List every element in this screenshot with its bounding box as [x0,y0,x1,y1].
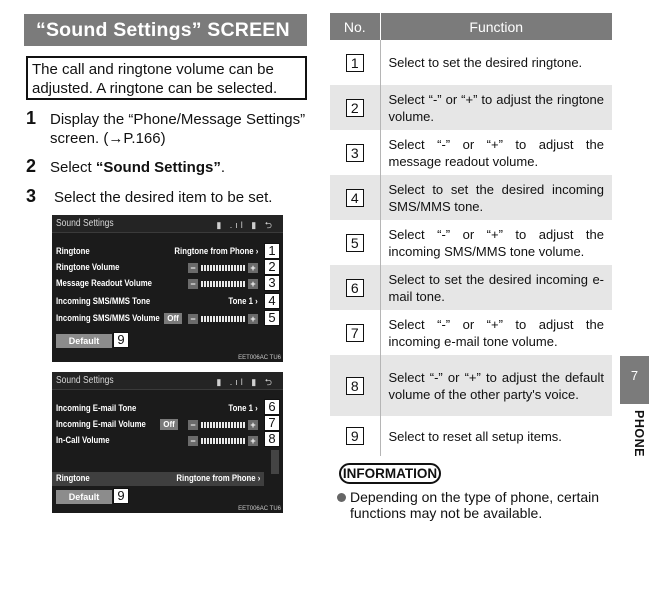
callout-5: 5 [264,310,280,326]
row-function: Select to set the desired incoming e-mail tone. [380,265,612,310]
number-box: 6 [346,279,364,297]
volume-minus-icon[interactable]: − [188,263,198,273]
row-label: Incoming SMS/MMS Tone [56,296,151,307]
default-button[interactable]: Default [56,334,112,348]
volume-minus-icon[interactable]: − [188,279,198,289]
callout-9: 9 [113,488,129,504]
off-button[interactable]: Off [164,313,182,324]
volume-plus-icon[interactable]: + [248,436,258,446]
back-icon[interactable]: ⮌ [264,220,275,230]
message-readout-volume-row [52,277,262,291]
step-text-bold: “Sound Settings” [95,159,221,176]
information-text: Depending on the type of phone, certain functions may not be available. [350,489,600,521]
row-number [330,265,380,310]
volume-slider[interactable] [188,279,258,289]
incoming-sms-volume-row [52,312,262,326]
bullet-icon [337,493,346,502]
information-title: INFORMATION [339,463,441,484]
battery-signal-icon: ▮ .ıl ▮ [216,377,260,387]
table-row [330,40,612,85]
default-button[interactable]: Default [56,490,112,504]
table-row [330,175,612,220]
row-number [330,220,380,265]
ringtone-volume-row [52,261,262,275]
volume-minus-icon[interactable]: − [188,436,198,446]
volume-level-bar [201,281,245,287]
screen-header [52,372,283,390]
volume-level-bar [201,422,245,428]
table-row [330,220,612,265]
volume-level-bar [201,438,245,444]
volume-plus-icon[interactable]: + [248,263,258,273]
row-value: Ringtone from Phone › [176,473,260,484]
incoming-email-volume-row [52,418,262,432]
step-text-pre: Select [50,159,96,176]
number-box: 1 [346,54,364,72]
row-value: Tone 1 › [228,403,258,414]
step-3 [26,186,316,209]
callout-1: 1 [264,243,280,259]
table-row [330,265,612,310]
row-function: Select “-” or “+” to adjust the ringtone volume. [380,85,612,130]
screen-header [52,215,283,233]
row-function: Select to reset all setup items. [380,416,612,456]
table-row [330,85,612,130]
chapter-tab: 7 [620,356,649,404]
row-number [330,130,380,175]
callout-4: 4 [264,293,280,309]
number-box: 4 [346,189,364,207]
row-number [330,355,380,416]
function-table [330,13,612,456]
number-box: 2 [346,99,364,117]
column-header-no: No. [330,13,380,40]
chapter-label: PHONE [632,410,646,457]
step-text: Display the “Phone/Message Settings” screen. (→P.166) [50,111,306,147]
row-label: Incoming E-mail Volume [56,419,146,430]
row-function: Select “-” or “+” to adjust the default volume of the other party's voice. [380,355,612,416]
ringtone-row[interactable] [52,245,262,259]
step-1 [26,108,316,151]
incoming-email-tone-row[interactable] [52,402,262,416]
column-header-function: Function [380,13,612,40]
volume-level-bar [201,316,245,322]
volume-plus-icon[interactable]: + [248,420,258,430]
intro-box: The call and ringtone volume can be adjusted. A ringtone can be selected. [26,56,307,100]
back-icon[interactable]: ⮌ [264,377,275,387]
scrollbar[interactable] [271,450,279,474]
battery-signal-icon: ▮ .ıl ▮ [216,220,260,230]
off-button[interactable]: Off [160,419,178,430]
callout-3: 3 [264,275,280,291]
row-label: Message Readout Volume [56,278,152,289]
step-number: 2 [26,156,37,176]
row-label: In-Call Volume [56,435,110,446]
callout-8: 8 [264,431,280,447]
number-box: 3 [346,144,364,162]
status-icons [216,375,275,391]
in-call-volume-row [52,434,262,448]
volume-slider[interactable] [188,263,258,273]
row-label: Ringtone [56,473,90,484]
row-value: Tone 1 › [228,296,258,307]
volume-minus-icon[interactable]: − [188,420,198,430]
volume-slider[interactable] [188,420,258,430]
row-number [330,175,380,220]
step-number: 3 [26,186,37,206]
incoming-sms-tone-row[interactable] [52,295,262,309]
number-box: 9 [346,427,364,445]
step-text [50,159,318,178]
row-function: Select “-” or “+” to adjust the incoming SMS/MMS tone volume. [380,220,612,265]
volume-slider[interactable] [188,436,258,446]
figure-code: EET006AC TU6 [238,506,281,512]
number-box: 7 [346,324,364,342]
figure-code: EET006AC TU6 [238,355,281,361]
step-2 [26,156,316,179]
volume-slider[interactable] [188,314,258,324]
row-function: Select to set the desired ringtone. [380,40,612,85]
step-number: 1 [26,108,37,128]
screen-title: Sound Settings [56,218,114,229]
row-label: Ringtone [56,246,90,257]
row-label: Ringtone Volume [56,262,120,273]
table-row [330,310,612,355]
callout-2: 2 [264,259,280,275]
row-function: Select “-” or “+” to adjust the message readout volume. [380,130,612,175]
row-label: Incoming SMS/MMS Volume [56,313,160,324]
status-icons [216,218,275,234]
table-row [330,130,612,175]
callout-7: 7 [264,415,280,431]
step-text-post: . [220,159,226,176]
row-number [330,85,380,130]
step-text: Select the desired item to be set. [54,189,273,206]
number-box: 8 [346,377,364,395]
screen-title: Sound Settings [56,375,114,386]
table-header-row [330,13,612,40]
volume-plus-icon[interactable]: + [248,314,258,324]
sound-settings-screen-2 [52,372,283,513]
row-value: Ringtone from Phone › [174,246,258,257]
sound-settings-screen-1 [52,215,283,362]
table-row [330,416,612,456]
row-function: Select to set the desired incoming SMS/MMS tone. [380,175,612,220]
table-row [330,355,612,416]
volume-level-bar [201,265,245,271]
row-number [330,310,380,355]
row-function: Select “-” or “+” to adjust the incoming e-mail tone volume. [380,310,612,355]
row-number [330,40,380,85]
callout-9: 9 [113,332,129,348]
row-label: Incoming E-mail Tone [56,403,137,414]
volume-plus-icon[interactable]: + [248,279,258,289]
number-box: 5 [346,234,364,252]
section-title: “Sound Settings” SCREEN [24,14,307,46]
row-number [330,416,380,456]
volume-minus-icon[interactable]: − [188,314,198,324]
ringtone-row[interactable] [52,472,264,486]
callout-6: 6 [264,399,280,415]
